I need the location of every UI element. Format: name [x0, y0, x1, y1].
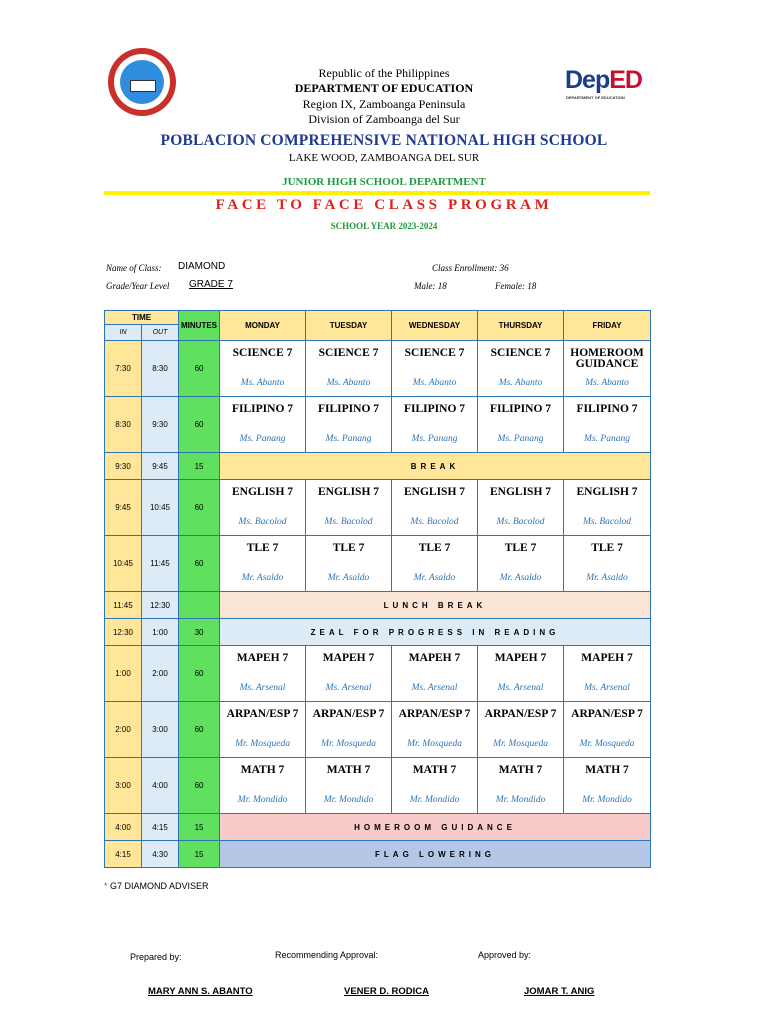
approver-name: JOMAR T. ANIG: [524, 986, 595, 997]
schedule-row: [105, 397, 651, 453]
class-cell-wednesday: [392, 397, 478, 453]
subject-name: MAPEH 7: [494, 652, 547, 664]
grade-label: Grade/Year Level: [106, 281, 170, 291]
class-enrollment: Class Enrollment: 36: [432, 263, 509, 273]
time-out-cell: 4:15: [142, 814, 179, 841]
class-cell-tuesday: [306, 397, 392, 453]
class-cell-wednesday: [392, 702, 478, 758]
minutes-cell: 60: [179, 397, 220, 453]
day-header-wednesday: WEDNESDAY: [392, 311, 478, 341]
class-cell-tuesday: [306, 758, 392, 814]
minutes-cell: 15: [179, 453, 220, 480]
time-in-cell: 9:45: [105, 480, 142, 536]
division-line: Division of Zamboanga del Sur: [308, 112, 460, 126]
activity-band: BREAK: [220, 453, 651, 480]
class-cell-wednesday: [392, 341, 478, 397]
schedule-row: [105, 646, 651, 702]
schedule-row: [105, 536, 651, 592]
class-cell-tuesday: [306, 646, 392, 702]
female-count: Female: 18: [495, 281, 537, 291]
time-out-cell: 12:30: [142, 592, 179, 619]
teacher-name: Ms. Abanto: [585, 378, 629, 388]
school-name: POBLACION COMPREHENSIVE NATIONAL HIGH SCHOOL: [160, 132, 608, 149]
teacher-name: Mr. Mosqueda: [321, 739, 376, 749]
class-value: DIAMOND: [178, 261, 226, 272]
class-cell-monday: [220, 480, 306, 536]
class-cell-thursday: [478, 646, 564, 702]
activity-band: LUNCH BREAK: [220, 592, 651, 619]
grade-value: GRADE 7: [189, 279, 233, 290]
activity-band: HOMEROOM GUIDANCE: [220, 814, 651, 841]
minutes-cell: 60: [179, 341, 220, 397]
subject-name: FILIPINO 7: [318, 403, 380, 415]
day-header-friday: FRIDAY: [564, 311, 651, 341]
schedule-table: [104, 310, 651, 868]
class-cell-monday: [220, 341, 306, 397]
subject-name: SCIENCE 7: [318, 347, 379, 359]
minutes-cell: 60: [179, 536, 220, 592]
subject-name: SCIENCE 7: [490, 347, 551, 359]
subject-name: FILIPINO 7: [490, 403, 552, 415]
teacher-name: Ms. Abanto: [240, 378, 285, 388]
class-cell-friday: [564, 758, 651, 814]
time-out-cell: 11:45: [142, 536, 179, 592]
department-line: DEPARTMENT OF EDUCATION: [294, 81, 474, 95]
class-cell-thursday: [478, 341, 564, 397]
class-cell-monday: [220, 397, 306, 453]
teacher-name: Ms. Panang: [584, 434, 630, 444]
time-out-cell: 10:45: [142, 480, 179, 536]
class-cell-friday: [564, 397, 651, 453]
in-header: IN: [105, 325, 142, 341]
day-header-thursday: THURSDAY: [478, 311, 564, 341]
teacher-name: Mr. Mosqueda: [493, 739, 548, 749]
adviser-text: G7 DIAMOND ADVISER: [110, 881, 209, 891]
time-in-cell: 12:30: [105, 619, 142, 646]
time-header: TIME: [105, 311, 179, 325]
teacher-name: Ms. Arsenal: [497, 683, 544, 693]
subject-name: MAPEH 7: [236, 652, 289, 664]
program-title: FACE TO FACE CLASS PROGRAM: [215, 197, 553, 213]
minutes-cell: 60: [179, 480, 220, 536]
teacher-name: Ms. Bacolod: [238, 517, 287, 527]
subject-name: FILIPINO 7: [232, 403, 294, 415]
time-in-cell: 9:30: [105, 453, 142, 480]
teacher-name: Ms. Panang: [325, 434, 372, 444]
class-cell-tuesday: [306, 702, 392, 758]
preparer-name: MARY ANN S. ABANTO: [148, 986, 253, 997]
recommending-label: Recommending Approval:: [275, 950, 379, 960]
subject-name: ARPAN/ESP 7: [484, 708, 557, 720]
class-cell-monday: [220, 646, 306, 702]
class-cell-thursday: [478, 536, 564, 592]
teacher-name: Mr. Mondido: [409, 795, 460, 805]
teacher-name: Mr. Asaldo: [241, 573, 284, 583]
minutes-cell: 60: [179, 702, 220, 758]
teacher-name: Ms. Arsenal: [411, 683, 458, 693]
teacher-name: Ms. Bacolod: [496, 517, 545, 527]
subject-name: SCIENCE 7: [232, 347, 293, 359]
minutes-cell: 60: [179, 758, 220, 814]
time-out-cell: 8:30: [142, 341, 179, 397]
time-in-cell: 7:30: [105, 341, 142, 397]
subject-name: ENGLISH 7: [317, 486, 380, 498]
teacher-name: Ms. Abanto: [498, 378, 543, 388]
time-out-cell: 9:30: [142, 397, 179, 453]
subject-name: MAPEH 7: [408, 652, 461, 664]
teacher-name: Mr. Asaldo: [413, 573, 456, 583]
deped-logo: DepED: [565, 66, 642, 94]
subject-name: MAPEH 7: [322, 652, 375, 664]
subject-name: ARPAN/ESP 7: [312, 708, 385, 720]
subject-name: TLE 7: [418, 542, 451, 554]
teacher-name: Ms. Panang: [497, 434, 544, 444]
teacher-name: Mr. Mosqueda: [235, 739, 290, 749]
republic-line: Republic of the Philippines: [318, 66, 450, 80]
class-cell-wednesday: [392, 480, 478, 536]
subject-name: MATH 7: [240, 764, 285, 776]
approved-by-label: Approved by:: [478, 950, 532, 960]
time-out-cell: 1:00: [142, 619, 179, 646]
class-cell-thursday: [478, 702, 564, 758]
region-line: Region IX, Zamboanga Peninsula: [302, 97, 466, 111]
adviser-asterisk: *: [104, 881, 108, 891]
recommender-name: VENER D. RODICA: [344, 986, 429, 997]
time-in-cell: 10:45: [105, 536, 142, 592]
teacher-name: Ms. Panang: [411, 434, 458, 444]
class-cell-thursday: [478, 480, 564, 536]
subject-name: ARPAN/ESP 7: [226, 708, 299, 720]
subject-name: TLE 7: [591, 542, 623, 554]
deped-logo-subtitle: DEPARTMENT OF EDUCATION: [566, 95, 625, 100]
schedule-row: [105, 702, 651, 758]
teacher-name: Mr. Mosqueda: [579, 739, 635, 749]
activity-band: FLAG LOWERING: [220, 841, 651, 868]
subject-name: ARPAN/ESP 7: [398, 708, 471, 720]
teacher-name: Mr. Mosqueda: [407, 739, 462, 749]
schedule-row: [105, 341, 651, 397]
subject-name: FILIPINO 7: [576, 403, 638, 415]
time-out-cell: 2:00: [142, 646, 179, 702]
teacher-name: Ms. Abanto: [326, 378, 371, 388]
subject-name: ENGLISH 7: [403, 486, 466, 498]
teacher-name: Mr. Asaldo: [327, 573, 370, 583]
subject-name: ARPAN/ESP 7: [571, 708, 643, 720]
adviser-note: [104, 881, 209, 891]
divider-bar: [104, 191, 650, 195]
school-year: SCHOOL YEAR 2023-2024: [330, 221, 438, 231]
teacher-name: Mr. Asaldo: [499, 573, 542, 583]
class-cell-tuesday: [306, 536, 392, 592]
class-label: Name of Class:: [106, 263, 162, 273]
subject-name: MATH 7: [412, 764, 457, 776]
teacher-name: Mr. Mondido: [323, 795, 374, 805]
day-header-tuesday: TUESDAY: [306, 311, 392, 341]
time-in-cell: 1:00: [105, 646, 142, 702]
time-in-cell: 4:15: [105, 841, 142, 868]
teacher-name: Ms. Arsenal: [325, 683, 372, 693]
class-cell-tuesday: [306, 341, 392, 397]
class-cell-thursday: [478, 397, 564, 453]
teacher-name: Mr. Mondido: [495, 795, 546, 805]
schedule-row: [105, 619, 651, 646]
subject-name: ENGLISH 7: [576, 486, 638, 498]
time-out-cell: 4:00: [142, 758, 179, 814]
class-cell-tuesday: [306, 480, 392, 536]
class-cell-friday: [564, 646, 651, 702]
class-cell-wednesday: [392, 646, 478, 702]
activity-band: ZEAL FOR PROGRESS IN READING: [220, 619, 651, 646]
subject-name: MAPEH 7: [581, 652, 633, 664]
subject-name: ENGLISH 7: [231, 486, 294, 498]
class-cell-wednesday: [392, 758, 478, 814]
day-header-monday: MONDAY: [220, 311, 306, 341]
subject-name: MATH 7: [498, 764, 543, 776]
teacher-name: Ms. Abanto: [412, 378, 457, 388]
teacher-name: Mr. Asaldo: [586, 573, 628, 583]
class-cell-friday: [564, 341, 651, 397]
male-count: Male: 18: [414, 281, 447, 291]
prepared-by-label: Prepared by:: [130, 952, 182, 962]
time-in-cell: 4:00: [105, 814, 142, 841]
teacher-name: Mr. Mondido: [237, 795, 288, 805]
minutes-cell: [179, 592, 220, 619]
class-cell-friday: [564, 536, 651, 592]
time-out-cell: 9:45: [142, 453, 179, 480]
subject-name: ENGLISH 7: [489, 486, 552, 498]
class-cell-thursday: [478, 758, 564, 814]
class-cell-wednesday: [392, 536, 478, 592]
time-in-cell: 3:00: [105, 758, 142, 814]
subject-name: MATH 7: [326, 764, 371, 776]
subject-name: SCIENCE 7: [404, 347, 465, 359]
class-cell-monday: [220, 536, 306, 592]
teacher-name: Mr. Mondido: [582, 795, 632, 805]
time-in-cell: 11:45: [105, 592, 142, 619]
time-in-cell: 8:30: [105, 397, 142, 453]
subject-name: HOMEROOM GUIDANCE: [570, 347, 644, 370]
time-out-cell: 4:30: [142, 841, 179, 868]
class-cell-friday: [564, 702, 651, 758]
teacher-name: Ms. Panang: [239, 434, 286, 444]
subject-name: MATH 7: [585, 764, 629, 776]
subject-name: FILIPINO 7: [404, 403, 466, 415]
department-name: JUNIOR HIGH SCHOOL DEPARTMENT: [282, 176, 486, 188]
subject-name: TLE 7: [246, 542, 279, 554]
teacher-name: Ms. Arsenal: [584, 683, 630, 693]
minutes-cell: 60: [179, 646, 220, 702]
schedule-row: [105, 758, 651, 814]
teacher-name: Ms. Arsenal: [239, 683, 286, 693]
time-out-cell: 3:00: [142, 702, 179, 758]
minutes-cell: 30: [179, 619, 220, 646]
subject-name: TLE 7: [504, 542, 537, 554]
class-cell-monday: [220, 758, 306, 814]
subject-name: TLE 7: [332, 542, 365, 554]
minutes-header: MINUTES: [179, 311, 220, 341]
schedule-row: [105, 480, 651, 536]
school-address: LAKE WOOD, ZAMBOANGA DEL SUR: [288, 152, 480, 164]
out-header: OUT: [142, 325, 179, 341]
teacher-name: Ms. Bacolod: [583, 517, 632, 527]
minutes-cell: 15: [179, 814, 220, 841]
teacher-name: Ms. Bacolod: [324, 517, 373, 527]
teacher-name: Ms. Bacolod: [410, 517, 459, 527]
class-cell-friday: [564, 480, 651, 536]
schedule-row: [105, 453, 651, 480]
time-in-cell: 2:00: [105, 702, 142, 758]
class-cell-monday: [220, 702, 306, 758]
schedule-row: [105, 841, 651, 868]
schedule-row: [105, 592, 651, 619]
schedule-row: [105, 814, 651, 841]
minutes-cell: 15: [179, 841, 220, 868]
